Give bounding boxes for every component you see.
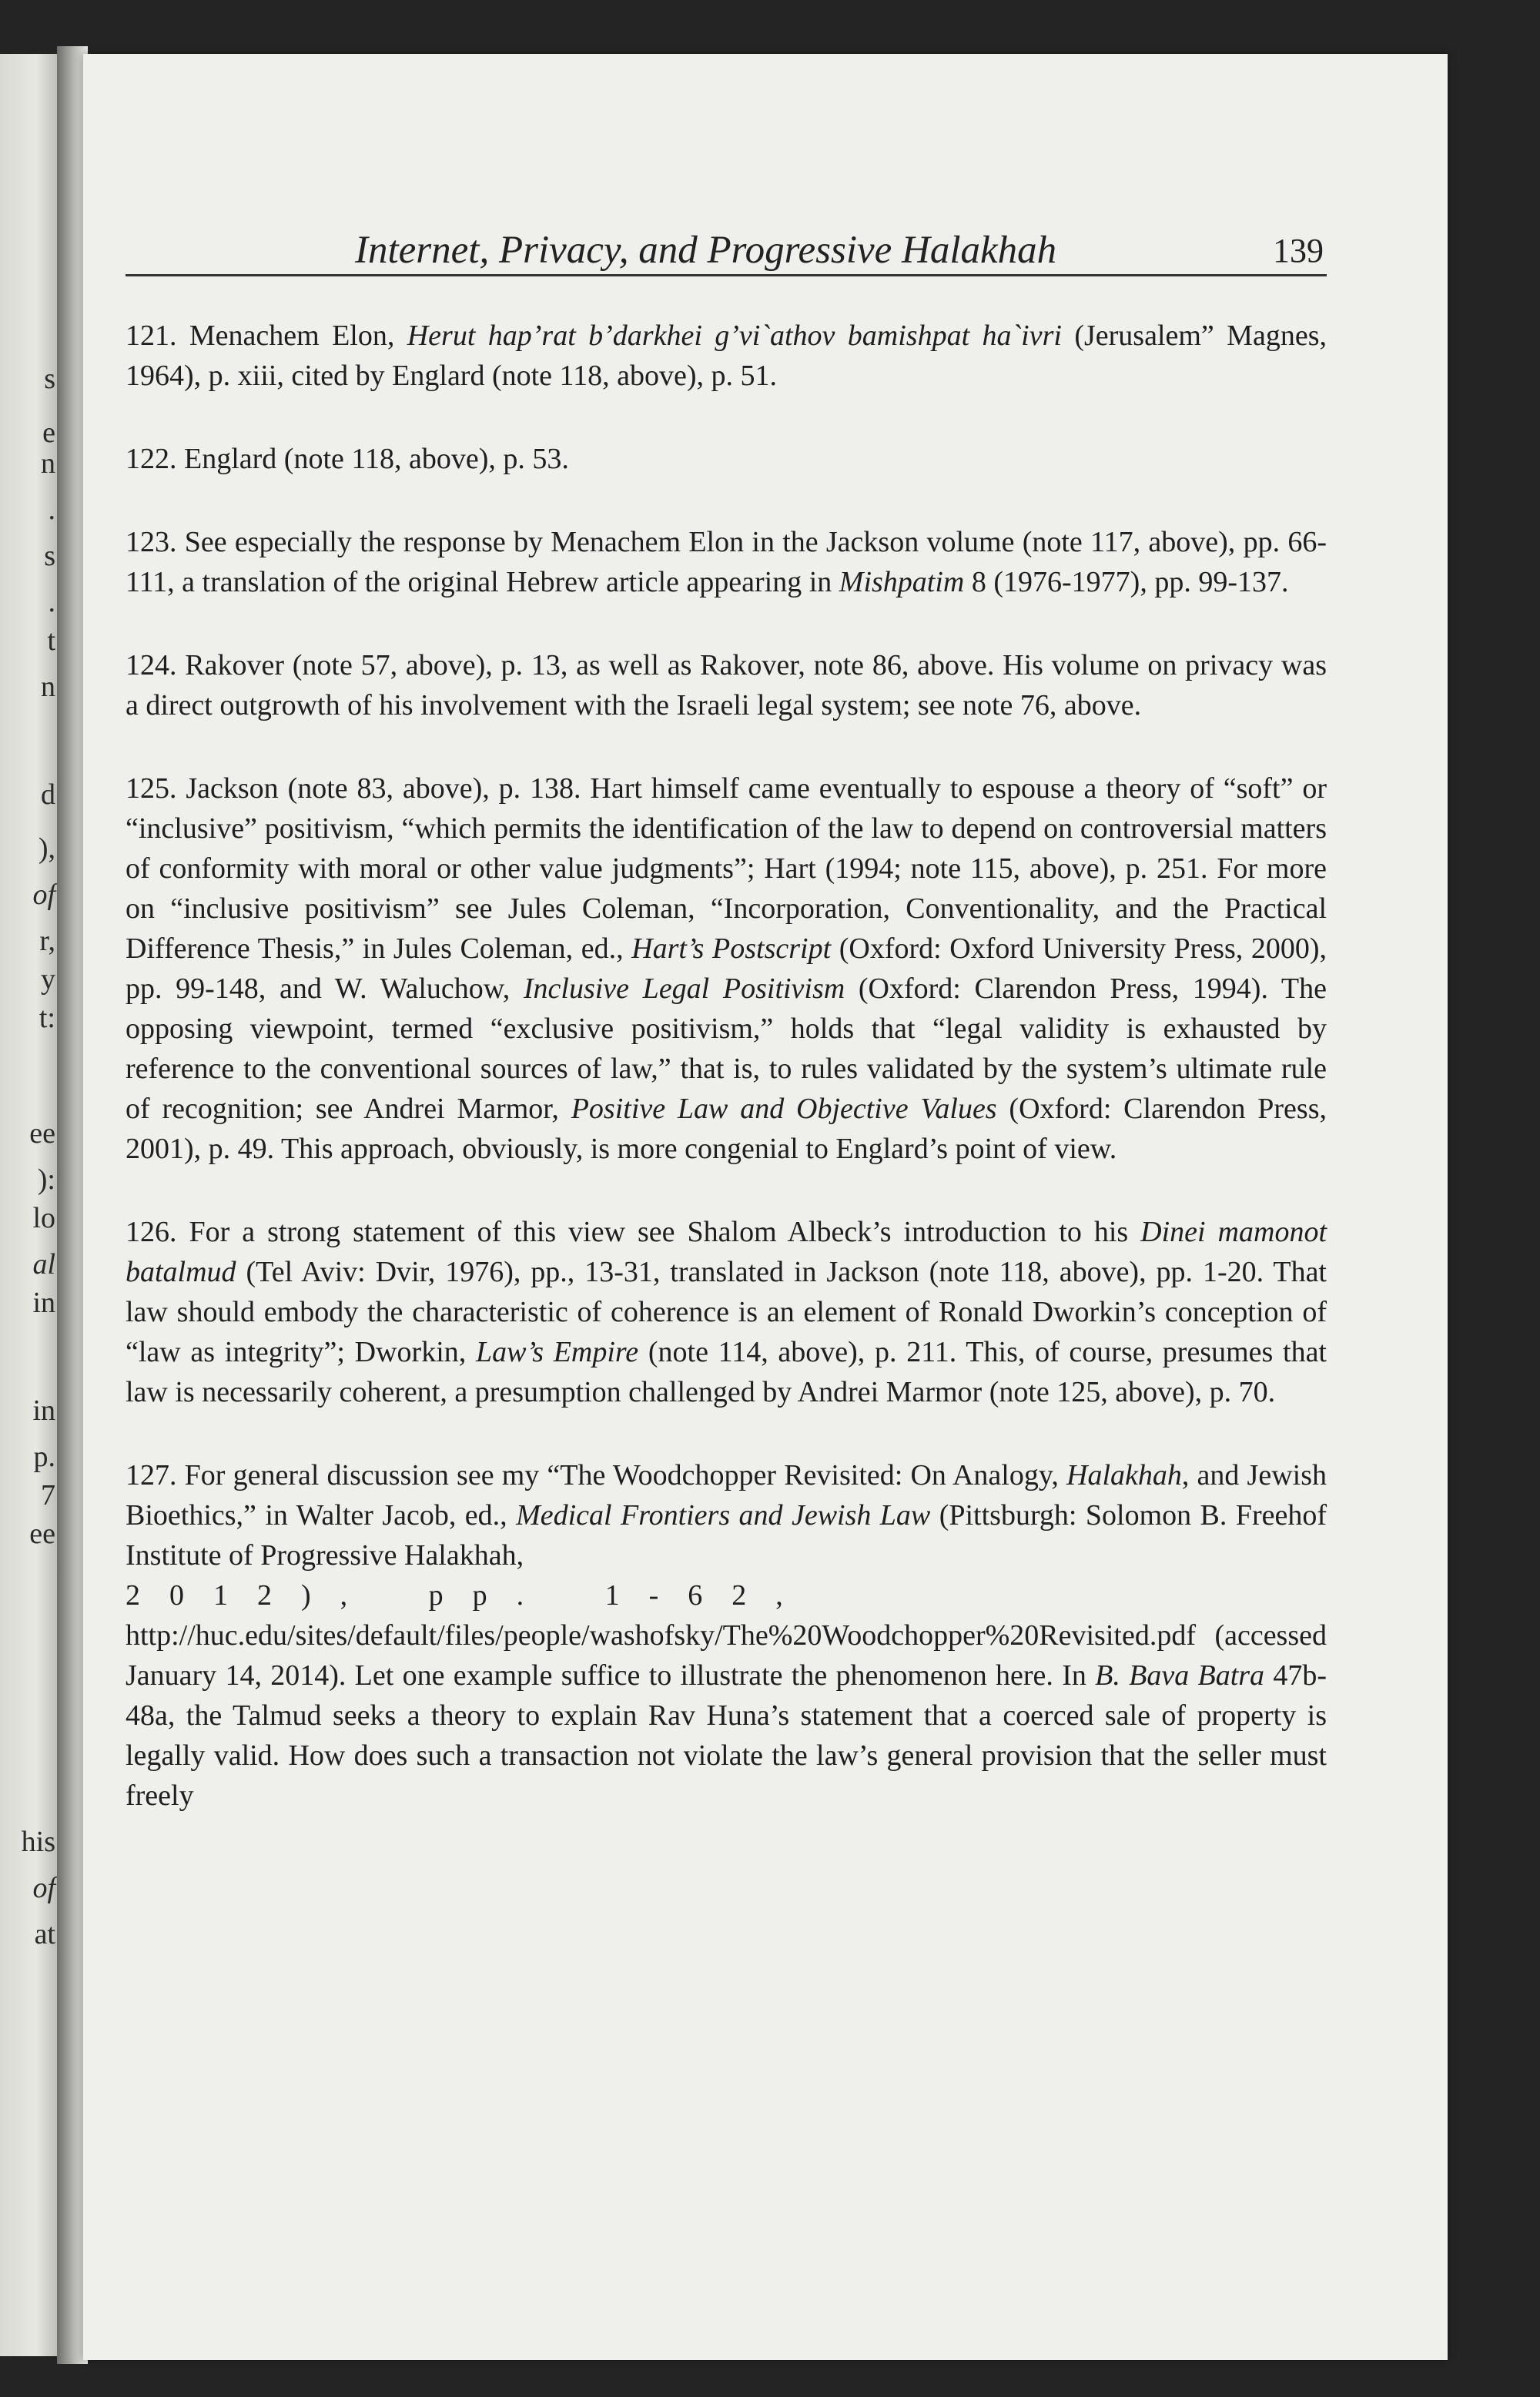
book-title: Inclusive Legal Positivism [523,973,845,1005]
left-page-fragment: s [44,540,55,572]
note-121: 121. Menachem Elon, Herut hap’rat b’darkhei g’vi`athov bamishpat ha`ivri (Jerusalem” Magnes, 1964), p. xiii, cited by Englard (note 118, above), p. 51. [126,320,1327,392]
left-page-fragment: y [41,963,55,996]
endnotes [126,316,1327,1816]
left-page-fragment: ), [38,832,55,865]
page-header [126,228,1327,276]
book-title: Dinei mamonot batalmud [126,1216,1327,1288]
left-page-fragment: lo [32,1202,55,1234]
note-126: 126. For a strong statement of this view see Shalom Albeck’s introduction to his Dinei mamonot batalmud (Tel Aviv: Dvir, 1976), pp., 13-31, translated in Jackson (note 118, above), pp. 1-20. That law should embody the characteristic of coherence is an element of Ronald Dworkin’s conception of “law as integrity”; Dworkin, Law’s Empire (note 114, above), p. 211. This, of course, presumes that law is necessarily coherent, a presumption challenged by Andrei Marmor (note 125, above), p. 70. [126,1216,1327,1408]
left-page-fragment: t: [38,1002,55,1034]
left-page-fragment: his [21,1826,55,1858]
note-124: 124. Rakover (note 57, above), p. 13, as well as Rakover, note 86, above. His volume on privacy was a direct outgrowth of his involvement with the Israeli legal system; see note 76, above. [126,649,1327,721]
note-125: 125. Jackson (note 83, above), p. 138. Hart himself came eventually to espouse a theory of “soft” or “inclusive” positivism, “which permits the identification of the law to depend on controversial matters of conformity with moral or other value judgments”; Hart (1994; note 115, above), p. 251. For more on “inclusive positivism” see Jules Coleman, “Incorporation, Conventionality, and the Practical Difference Thesis,” in Jules Coleman, ed., Hart’s Postscript (Oxford: Oxford University Press, 2000), pp. 99-148, and W. Waluchow, Inclusive Legal Positivism (Oxford: Clarendon Press, 1994). The opposing viewpoint, termed “exclusive positivism,” holds that “legal validity is exhausted by reference to the conventional sources of law,” that is, to rules validated by the system’s ultimate rule of recognition; see Andrei Marmor, Positive Law and Objective Values (Oxford: Clarendon Press, 2001), p. 49. This approach, obviously, is more congenial to Englard’s point of view. [126,772,1327,1165]
book-title: Law’s Empire [475,1336,639,1368]
left-page-fragment: . [48,494,55,526]
left-page-fragment: ee [29,1117,55,1150]
book-page [83,54,1448,2360]
url-text: http://huc.edu/sites/default/files/people/washofsky/The%20Woodchopper%20Revisited.pdf [126,1619,1196,1652]
left-page-fragment: in [32,1287,55,1319]
left-page-edge [0,54,60,2356]
talmud-tractate: B. Bava Batra [1095,1659,1265,1692]
left-page-fragment: ee [29,1518,55,1550]
left-page-fragment: 7 [41,1479,55,1512]
left-page-fragment: p. [33,1441,55,1473]
running-title: Internet, Privacy, and Progressive Halakhah [355,229,1057,272]
left-page-fragment: e [42,417,55,449]
book-title: Positive Law and Objective Values [571,1093,997,1125]
page-number: 139 [1273,232,1324,269]
left-page-fragment: n [41,671,55,703]
journal-title: Mishpatim [839,566,965,598]
book-title: Hart’s Postscript [631,932,832,965]
note-123: 123. See especially the response by Menachem Elon in the Jackson volume (note 117, above), pp. 66-111, a translation of the original Hebrew article appearing in Mishpatim 8 (1976-1977), pp. 99-137. [126,526,1327,598]
left-page-fragment: . [48,586,55,618]
book-title: Herut hap’rat b’darkhei g’vi`athov bamishpat ha`ivri [407,320,1062,352]
left-page-fragment: of [32,879,55,911]
note-122: 122. Englard (note 118, above), p. 53. [126,443,569,475]
left-page-fragment: r, [39,925,55,957]
left-page-fragment: n [41,447,55,480]
left-page-fragment: al [32,1248,55,1281]
left-page-fragment: in [32,1394,55,1427]
left-page-fragment: of [32,1872,55,1904]
book-title: Halakhah [1066,1459,1182,1491]
left-page-fragment: t [47,624,55,657]
left-page-fragment: d [41,778,55,811]
note-127: 127. For general discussion see my “The Woodchopper Revisited: On Analogy, Halakhah, and Jewish Bioethics,” in Walter Jacob, ed., Medical Frontiers and Jewish Law (Pittsburgh: Solomon B. Freehof Institute of Progressive Halakhah, 2012), pp. 1-62, http://huc.edu/sites/default/files/people/washofsky/The%20Woodchopper%20Revisited.pdf (accessed January 14, 2014). Let one example suffice to illustrate the phenomenon here. In B. Bava Batra 47b-48a, the Talmud seeks a theory to explain Rav Huna’s statement that a coerced sale of property is legally valid. How does such a transaction not violate the law’s general provision that the seller must freely [126,1459,1327,1812]
book-title: Medical Frontiers and Jewish Law [516,1499,931,1532]
left-page-fragment: at [34,1918,55,1950]
date-pages-spaced: 2012), pp. 1-62, [126,1579,812,1612]
left-page-fragment: ): [37,1163,55,1196]
left-page-fragment: s [44,363,55,395]
